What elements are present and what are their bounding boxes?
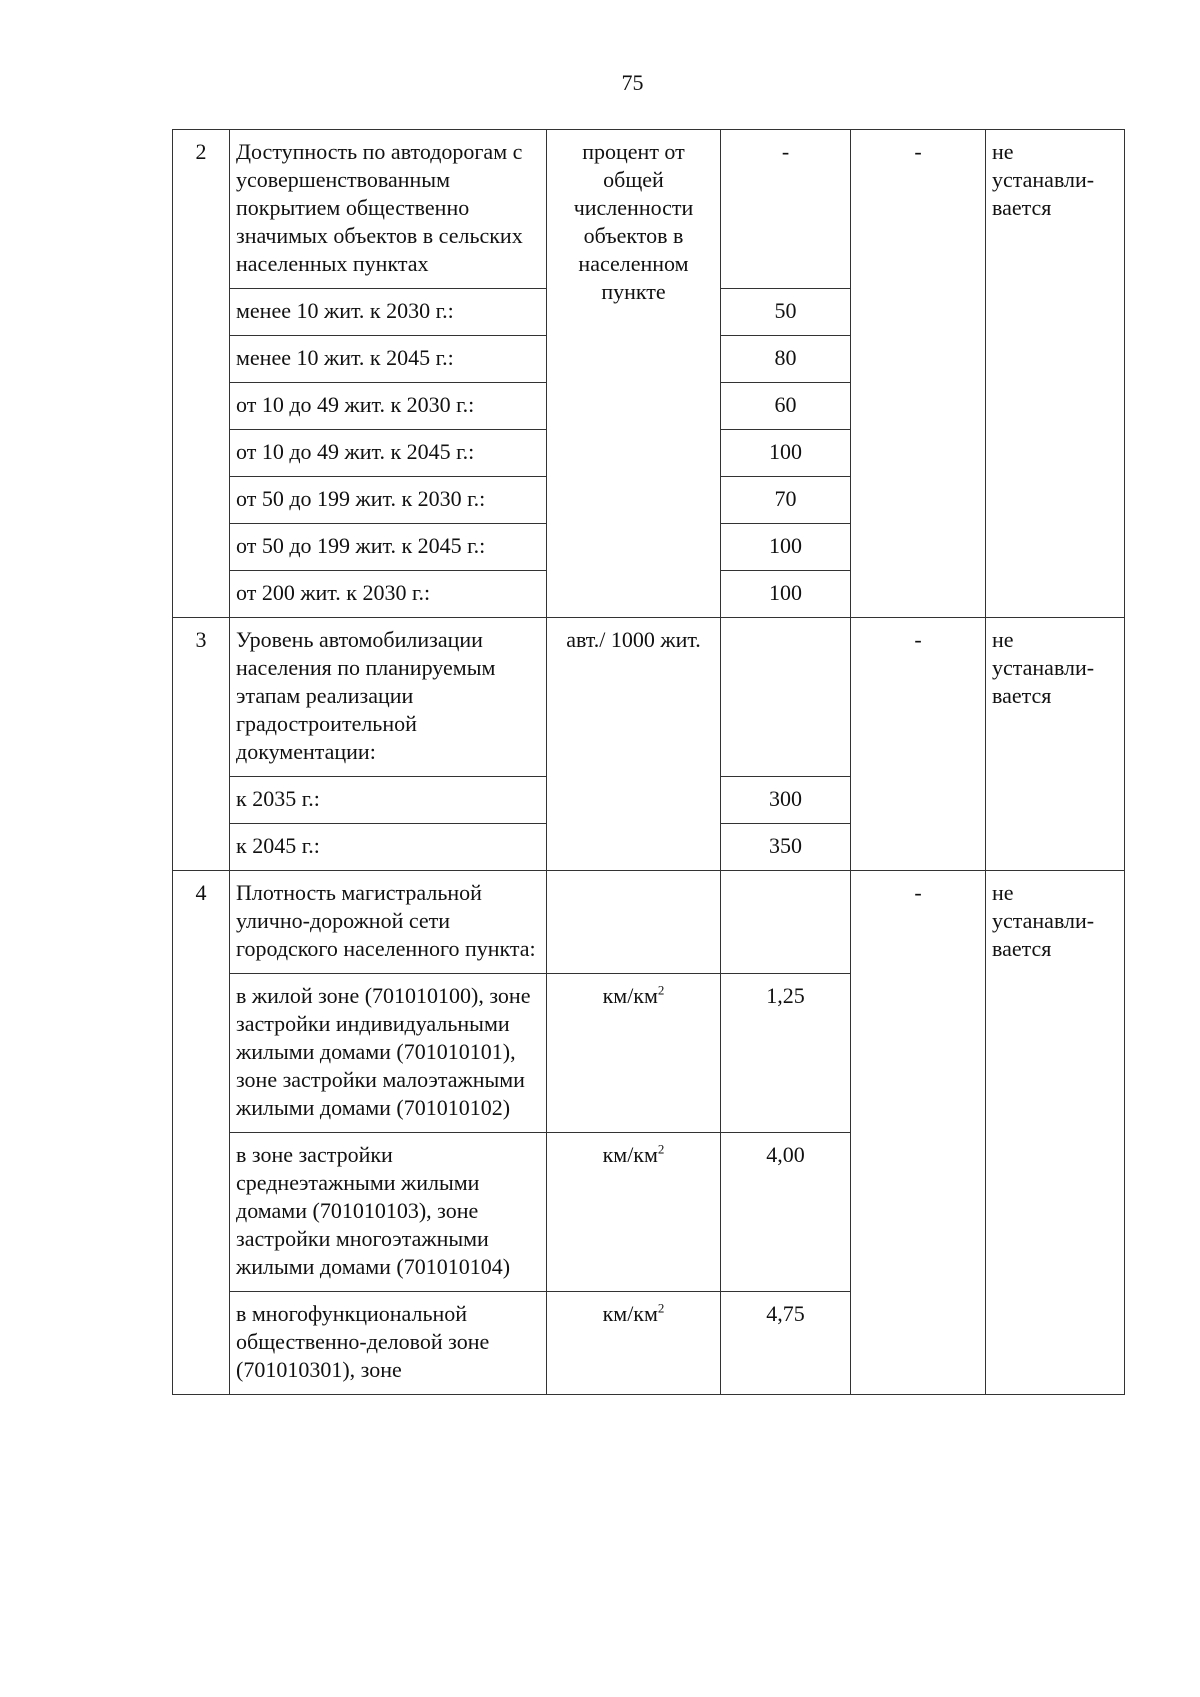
column-5-cell: - — [851, 618, 986, 871]
unit-cell — [547, 1292, 721, 1395]
sub-value: 1,25 — [721, 974, 851, 1133]
value-cell: - — [721, 130, 851, 289]
sub-label: в жилой зоне (701010100), зоне застройки индивидуальными жилыми домами (701010101), зоне застройки малоэтажными жилыми домами (701010102) — [230, 974, 547, 1133]
sub-label: менее 10 жит. к 2030 г.: — [230, 289, 547, 336]
table-row — [173, 871, 1125, 974]
sub-value: 100 — [721, 430, 851, 477]
sub-value: 4,75 — [721, 1292, 851, 1395]
table-row — [173, 618, 1125, 777]
sub-label: от 10 до 49 жит. к 2045 г.: — [230, 430, 547, 477]
sub-label: от 10 до 49 жит. к 2030 г.: — [230, 383, 547, 430]
sub-label: к 2035 г.: — [230, 777, 547, 824]
sub-value: 100 — [721, 571, 851, 618]
unit-cell — [547, 974, 721, 1133]
column-5-cell: - — [851, 871, 986, 1395]
unit-superscript: 2 — [657, 982, 665, 998]
sub-value: 350 — [721, 824, 851, 871]
sub-label: менее 10 жит. к 2045 г.: — [230, 336, 547, 383]
sub-value: 100 — [721, 524, 851, 571]
sub-value: 4,00 — [721, 1133, 851, 1292]
column-6-cell: не устанавли-вается — [986, 871, 1125, 1395]
sub-label: в зоне застройки среднеэтажными жилыми домами (701010103), зоне застройки многоэтажными жилыми домами (701010104) — [230, 1133, 547, 1292]
unit-base: км/км — [602, 1301, 658, 1326]
sub-value: 50 — [721, 289, 851, 336]
row-number: 2 — [173, 130, 230, 618]
sub-value: 80 — [721, 336, 851, 383]
unit-superscript: 2 — [657, 1300, 665, 1316]
sub-value: 300 — [721, 777, 851, 824]
indicator-name: Плотность магистральной улично-дорожной сети городского населенного пункта: — [230, 871, 547, 974]
sub-value: 70 — [721, 477, 851, 524]
sub-label: от 50 до 199 жит. к 2045 г.: — [230, 524, 547, 571]
row-number: 3 — [173, 618, 230, 871]
norms-table — [172, 129, 1125, 1395]
unit-base: км/км — [602, 1142, 658, 1167]
unit-base: км/км — [602, 983, 658, 1008]
sub-label: к 2045 г.: — [230, 824, 547, 871]
sub-label: в многофункциональной общественно-деловой зоне (701010301), зоне — [230, 1292, 547, 1395]
unit-cell — [547, 871, 721, 974]
unit-cell — [547, 1133, 721, 1292]
table-row — [173, 130, 1125, 289]
unit-cell: процент от общей численности объектов в населенном пункте — [547, 130, 721, 618]
indicator-name: Доступность по автодорогам с усовершенствованным покрытием общественно значимых объектов в сельских населенных пунктах — [230, 130, 547, 289]
sub-label: от 50 до 199 жит. к 2030 г.: — [230, 477, 547, 524]
unit-cell: авт./ 1000 жит. — [547, 618, 721, 871]
value-cell — [721, 618, 851, 777]
unit-superscript: 2 — [657, 1141, 665, 1157]
page-number: 75 — [621, 70, 644, 95]
column-6-cell: не устанавли-вается — [986, 618, 1125, 871]
value-cell — [721, 871, 851, 974]
column-6-cell: не устанавли-вается — [986, 130, 1125, 618]
row-number: 4 — [173, 871, 230, 1395]
indicator-name: Уровень автомобилизации населения по планируемым этапам реализации градостроительной документации: — [230, 618, 547, 777]
sub-value: 60 — [721, 383, 851, 430]
sub-label: от 200 жит. к 2030 г.: — [230, 571, 547, 618]
column-5-cell: - — [851, 130, 986, 618]
